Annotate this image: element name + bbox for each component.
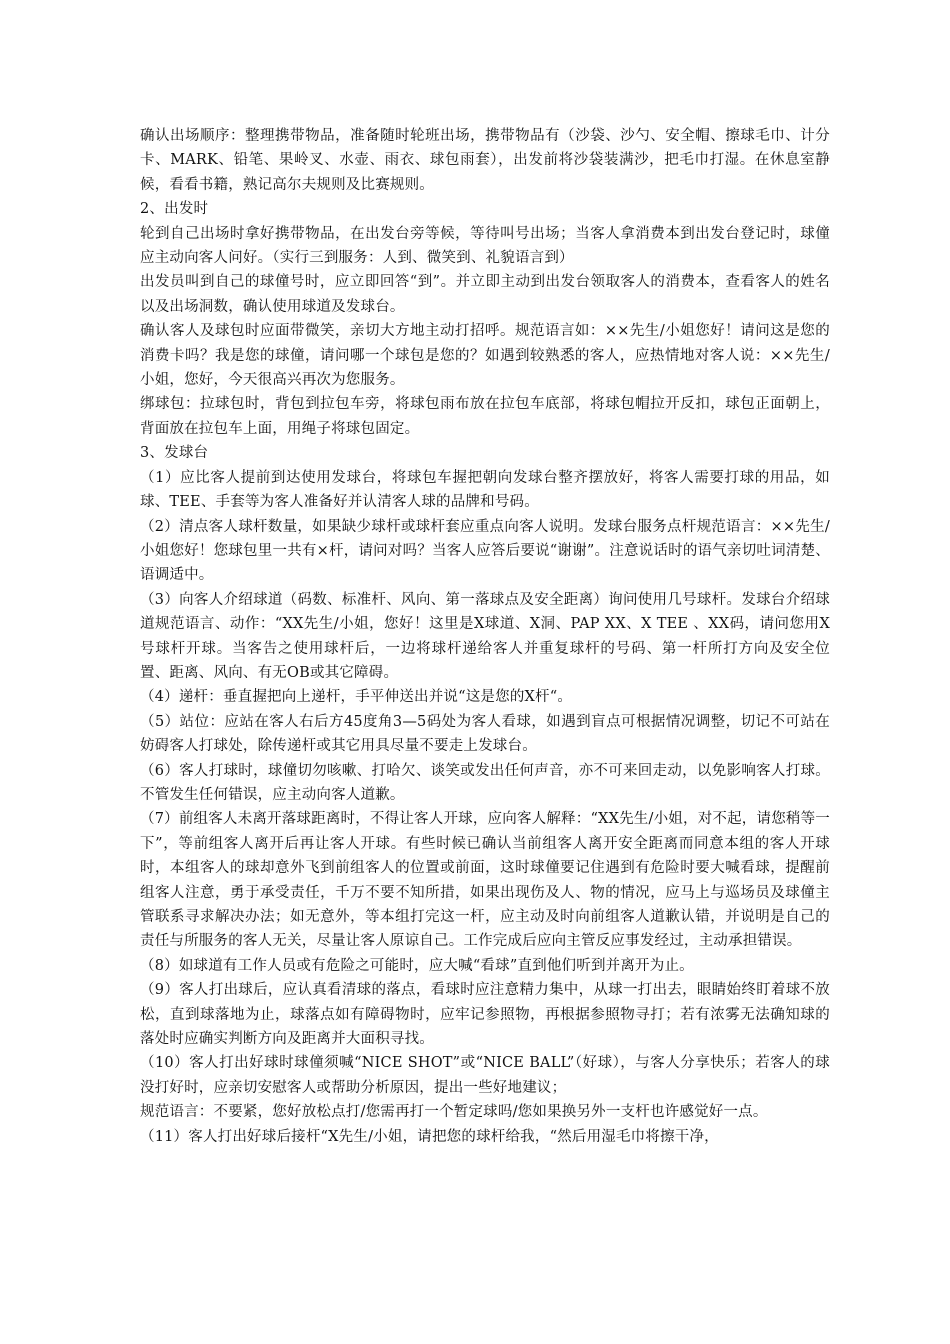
paragraph: （2）清点客人球杆数量，如果缺少球杆或球杆套应重点向客人说明。发球台服务点杆规范语言：××先生/小姐您好！您球包里一共有×杆，请问对吗？当客人应答后要说“谢谢”。注意说话时的语气亲切吐词清楚、语调适中。 (140, 518, 830, 584)
paragraph: 出发员叫到自己的球僮号时，应立即回答“到”。并立即主动到出发台领取客人的消费本，查看客人的姓名以及出场洞数，确认使用球道及发球台。 (140, 274, 830, 315)
paragraph: （7）前组客人未离开落球距离时，不得让客人开球，应向客人解释：“XX先生/小姐，对不起，请您稍等一下”，等前组客人离开后再让客人开球。有些时候已确认当前组客人离开安全距离而同意本组的客人开球时，本组客人的球却意外飞到前组客人的位置或前面，这时球僮要记住遇到有危险时要大喊看球，提醒前组客人注意，勇于承受责任，千万不要不知所措，如果出现伤及人、物的情况，应马上与巡场员及球僮主管联系寻求解决办法；如无意外，等本组打完这一杆，应主动及时向前组客人道歉认错，并说明是自己的责任与所服务的客人无关，尽量让客人原谅自己。工作完成后应向主管反应事发经过，主动承担错误。 (140, 811, 830, 950)
paragraph: （3）向客人介绍球道（码数、标准杆、风向、第一落球点及安全距离）询问使用几号球杆。发球台介绍球道规范语言、动作：“XX先生/小姐，您好！这里是X球道、X洞、PAP XX、X TEE 、XX码，请问您用X号球杆开球。当客告之使用球杆后，一边将球杆递给客人并重复球杆的号码、第一杆所打方向及安全位置、距离、风向、有无OB或其它障碍。 (140, 591, 830, 681)
document-body (140, 124, 830, 1149)
paragraph: 绑球包：拉球包时，背包到拉包车旁，将球包雨布放在拉包车底部，将球包帽拉开反扣，球包正面朝上，背面放在拉包车上面，用绳子将球包固定。 (140, 396, 830, 437)
paragraph: 确认出场顺序：整理携带物品，准备随时轮班出场，携带物品有（沙袋、沙勺、安全帽、擦球毛巾、计分卡、MARK、铅笔、果岭叉、水壶、雨衣、球包雨套），出发前将沙袋装满沙，把毛巾打湿。在休息室静候，看看书籍，熟记高尔夫规则及比赛规则。 (140, 128, 830, 193)
paragraph: 确认客人及球包时应面带微笑，亲切大方地主动打招呼。规范语言如：××先生/小姐您好！请问这是您的消费卡吗？我是您的球僮，请问哪一个球包是您的？如遇到较熟悉的客人，应热情地对客人说：××先生/小姐，您好，今天很高兴再次为您服务。 (140, 323, 830, 389)
paragraph: （5）站位：应站在客人右后方45度角3—5码处为客人看球，如遇到盲点可根据情况调整，切记不可站在妨碍客人打球处，除传递杆或其它用具尽量不要走上发球台。 (140, 713, 830, 755)
paragraph: 轮到自己出场时拿好携带物品，在出发台旁等候，等待叫号出场；当客人拿消费本到出发台登记时，球僮应主动向客人问好。（实行三到服务：人到、微笑到、礼貌语言到） (140, 225, 830, 267)
paragraph: 规范语言：不要紧，您好放松点打/您需再打一个暂定球吗/您如果换另外一支杆也许感觉好一点。 (140, 1104, 768, 1121)
paragraph: （11）客人打出好球后接杆“X先生/小姐，请把您的球杆给我，“然后用湿毛巾将擦干净， (140, 1128, 719, 1145)
section-heading: 3、发球台 (140, 445, 209, 462)
paragraph: （6）客人打球时，球僮切勿咳嗽、打哈欠、谈笑或发出任何声音，亦不可来回走动，以免影响客人打球。不管发生任何错误，应主动向客人道歉。 (140, 762, 830, 803)
section-heading: 2、出发时 (140, 201, 209, 218)
paragraph: （8）如球道有工作人员或有危险之可能时，应大喊“看球”直到他们听到并离开为止。 (140, 957, 694, 974)
paragraph: （1）应比客人提前到达使用发球台，将球包车握把朝向发球台整齐摆放好，将客人需要打球的用品，如球、TEE、手套等为客人准备好并认清客人球的品牌和号码。 (140, 469, 830, 511)
paragraph: （4）递杆：垂直握把向上递杆，手平伸送出并说“这是您的X杆“。 (140, 689, 573, 706)
paragraph: （10）客人打出好球时球僮须喊“NICE SHOT”或“NICE BALL”（好球），与客人分享快乐；若客人的球没打好时，应亲切安慰客人或帮助分析原因，提出一些好地建议； (140, 1055, 830, 1096)
paragraph: （9）客人打出球后，应认真看清球的落点，看球时应注意精力集中，从球一打出去，眼睛始终盯着球不放松，直到球落地为止，球落点如有障碍物时，应牢记参照物，再根据参照物寻打；若有浓雾无法确知球的落处时应确实判断方向及距离并大面积寻找。 (140, 982, 830, 1048)
